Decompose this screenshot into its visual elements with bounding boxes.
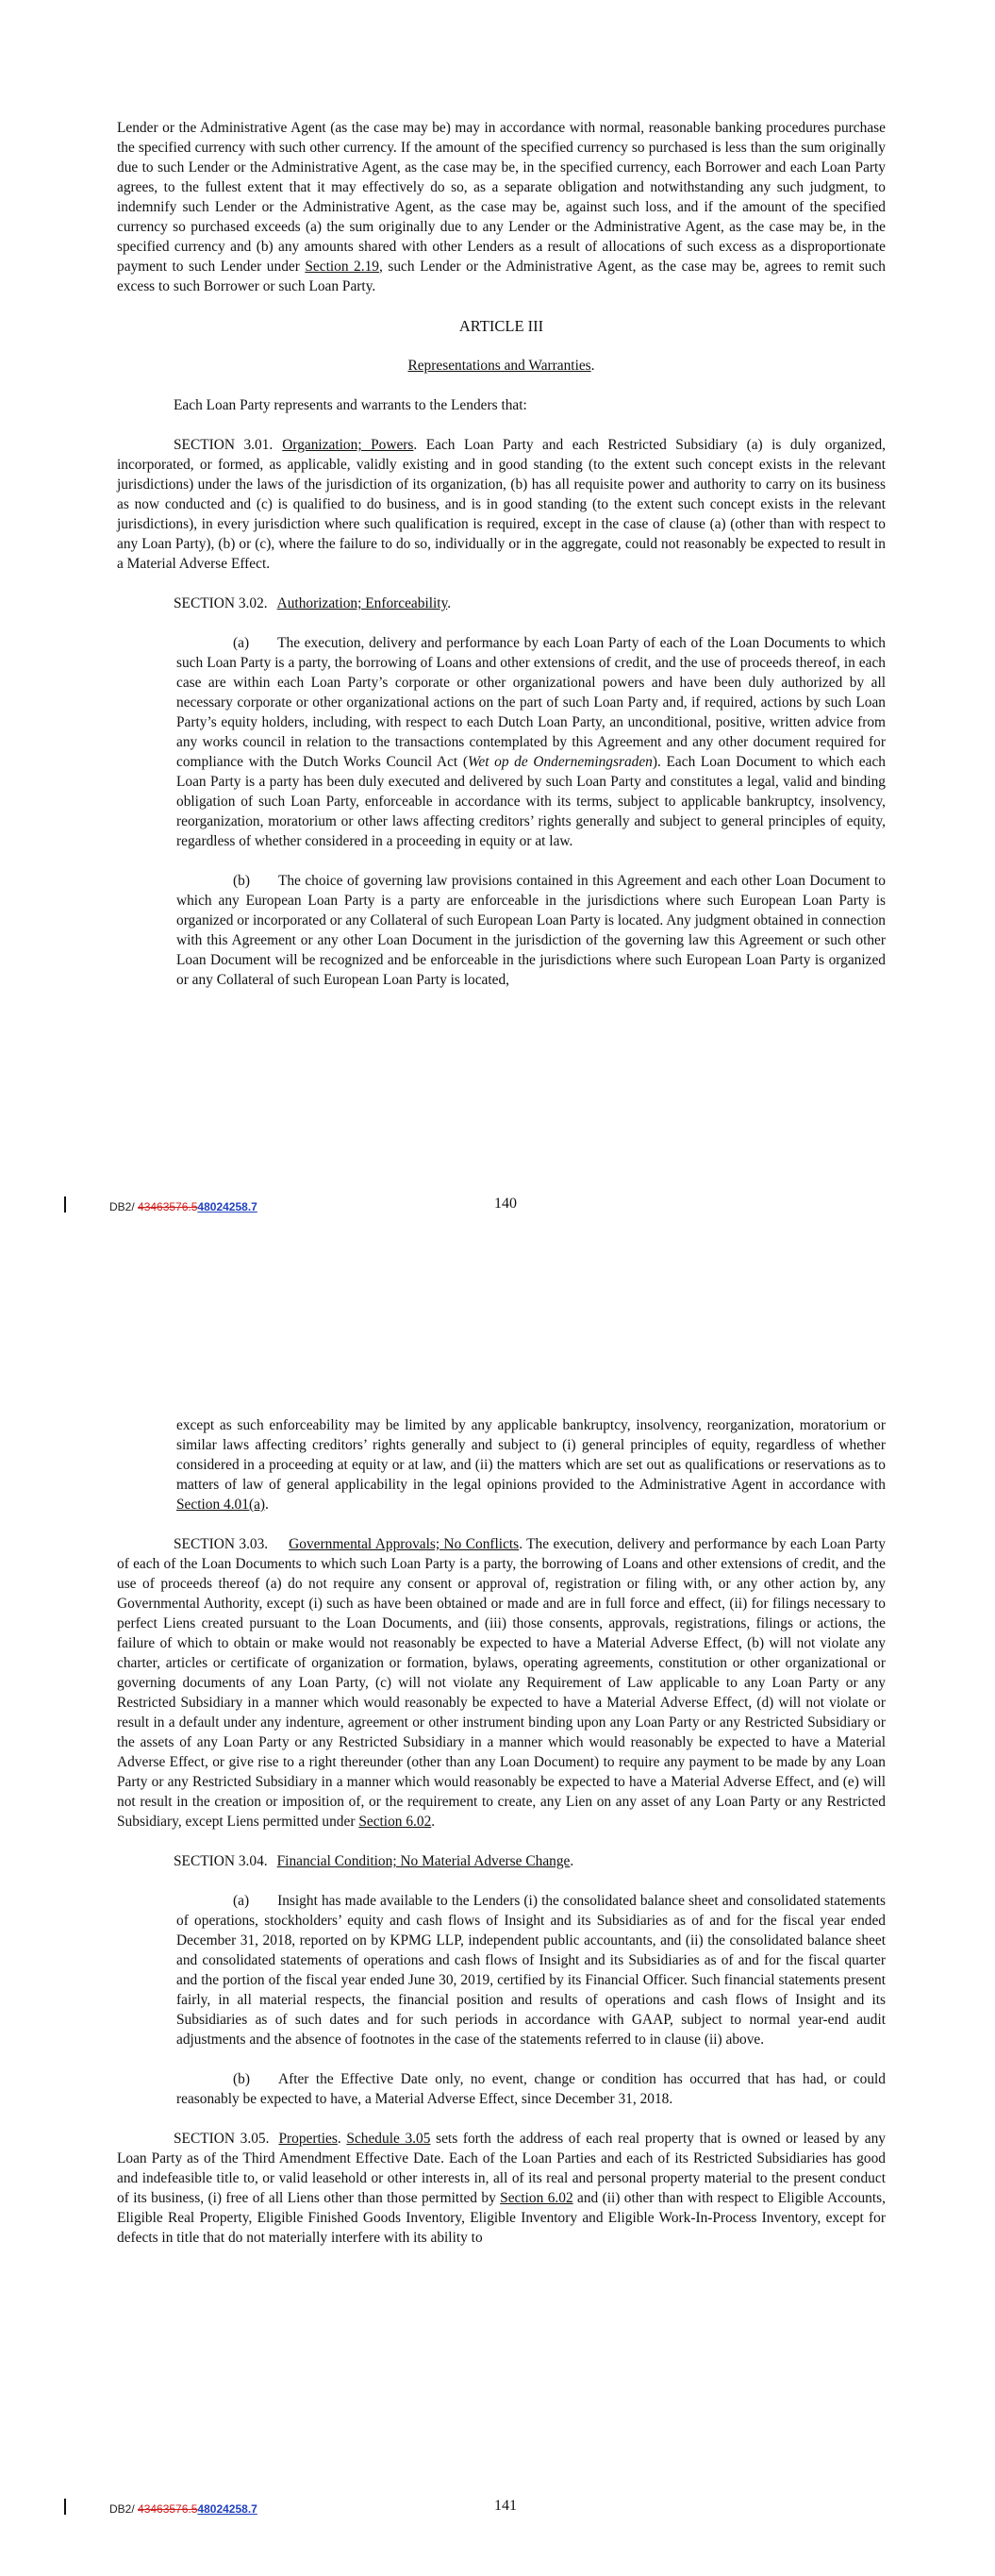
- section-3-03: SECTION 3.03. Governmental Approvals; No Conflicts. The execution, delivery and performance by each Loan Party of each of the Loan Documents to which such Loan Party is a party, the borrowing of Loans and other extensions of credit, and the use of proceeds thereof (a) do not require any consent or approval of, registration or filing with, or any other action by, any Governmental Authority, except (i) such as have been obtained or made and are in full force and effect, (ii) for filings necessary to perfect Liens created pursuant to the Loan Documents, and (iii) those consents, approvals, registrations, filings or actions, the failure of which to obtain or make would not reasonably be expected to have a Material Adverse Effect, (b) will not violate any charter, articles or certificate of organization or formation, bylaws, operating agreements, constitution or other organizational or governing documents of any Loan Party, (c) will not violate any Requirement of Law applicable to any Loan Party or any Restricted Subsidiary in a manner which would reasonably be expected to have a Material Adverse Effect, (d) will not violate or result in a default under any indenture, agreement or other instrument binding upon any Loan Party or any Restricted Subsidiary or the assets of any Loan Party or any Restricted Subsidiary in a manner which would reasonably be expected to have a Material Adverse Effect, or give rise to a right thereunder (other than any Loan Document) to require any payment to be made by any Loan Party or any Restricted Subsidiary in a manner which would reasonably be expected to have a Material Adverse Effect, and (e) will not result in the creation or imposition of, or the requirement to create, any Lien on any asset of any Loan Party or any Restricted Subsidiary, except Liens permitted under Section 6.02.: [117, 1536, 886, 1830]
- document-id: DB2/ 43463576.548024258.7: [109, 2502, 257, 2516]
- article-subtitle: Representations and Warranties.: [407, 358, 595, 374]
- deleted-doc-number: 43463576.5: [138, 1200, 198, 1213]
- section-3-02-heading: SECTION 3.02. Authorization; Enforceability.: [174, 595, 452, 611]
- section-number: SECTION 3.05.: [174, 2131, 270, 2147]
- page-footer: [0, 2496, 995, 2524]
- deleted-doc-number: 43463576.5: [138, 2502, 198, 2516]
- schedule-ref: Schedule 3.05: [346, 2131, 431, 2147]
- page-content: [117, 118, 886, 1010]
- section-number: SECTION 3.04.: [174, 1853, 268, 1869]
- inserted-doc-number: 48024258.7: [197, 1200, 257, 1213]
- section-title: Financial Condition; No Material Adverse Change: [276, 1853, 571, 1869]
- section-3-04-a: (a) Insight has made available to the Lenders (i) the consolidated balance sheet and consolidated statements of operations, stockholders’ equity and cash flows of Insight and its Subsidiaries as of and for the fiscal year ended December 31, 2018, reported on by KPMG LLP, independent public accountants, and (ii) the consolidated balance sheet and consolidated statements of operations and cash flows of Insight and its Subsidiaries as of and for the fiscal quarter and the portion of the fiscal year ended June 30, 2019, certified by its Financial Officer. Such financial statements present fairly, in all material respects, the financial position and results of operations and cash flows of Insight and its Subsidiaries as of such dates and for such periods in accordance with GAAP, subject to normal year-end audit adjustments and the absence of footnotes in the case of the statements referred to in clause (ii) above.: [176, 1893, 886, 2048]
- article-title: ARTICLE III: [458, 317, 544, 335]
- page-footer: [0, 1194, 995, 1222]
- page-number: 140: [494, 1196, 517, 1212]
- section-title: Governmental Approvals; No Conflicts: [289, 1536, 520, 1552]
- section-title: Authorization; Enforceability: [276, 595, 448, 611]
- section-ref: Section 6.02: [358, 1814, 432, 1830]
- change-bar: [64, 1196, 66, 1213]
- change-bar: [64, 2499, 66, 2515]
- section-title: Organization; Powers: [282, 437, 414, 453]
- clause-label: (a): [233, 635, 250, 651]
- section-3-05: SECTION 3.05. Properties. Schedule 3.05 sets forth the address of each real property that is owned or leased by any Loan Party as of the Third Amendment Effective Date. Each of the Loan Parties and each of its Restricted Subsidiaries has good and indefeasible title to, or valid leasehold or other interests in, all of its real and personal property material to the present conduct of its business, (i) free of all Liens other than those permitted by Section 6.02 and (ii) other than with respect to Eligible Accounts, Eligible Real Property, Eligible Finished Goods Inventory, Eligible Inventory and Eligible Work-In-Process Inventory, except for defects in title that do not materially interfere with its ability to: [117, 2131, 886, 2246]
- section-3-02-b-continued: except as such enforceability may be limited by any applicable bankruptcy, insolvency, reorganization, moratorium or similar laws affecting creditors’ rights generally and subject to (i) general principles of equity, regardless of whether considered in a proceeding at equity or at law, and (ii) the matters which are set out as qualifications or reservations as to matters of law of general applicability in the legal opinions provided to the Administrative Agent in accordance with Section 4.01(a).: [176, 1417, 886, 1513]
- section-3-04-b: (b) After the Effective Date only, no event, change or condition has occurred that has had, or could reasonably be expected to have, a Material Adverse Effect, since December 31, 2018.: [176, 2071, 886, 2107]
- clause-label: (a): [233, 1893, 250, 1909]
- section-3-01: SECTION 3.01. Organization; Powers. Each Loan Party and each Restricted Subsidiary (a) is duly organized, incorporated, or formed, as applicable, validly existing and in good standing (to the extent such concept exists in the relevant jurisdictions) under the laws of the jurisdiction of its organization, (b) has all requisite power and authority to carry on its business as now conducted and (c) is qualified to do business, and is in good standing (to the extent such concept exists in the relevant jurisdictions), in every jurisdiction where such qualification is required, except in the case of clause (a) (other than with respect to any Loan Party), (b) or (c), where the failure to do so, individually or in the aggregate, could not reasonably be expected to result in a Material Adverse Effect.: [117, 437, 886, 572]
- section-ref: Section 4.01(a): [176, 1497, 266, 1513]
- continuation-paragraph: Lender or the Administrative Agent (as the case may be) may in accordance with normal, reasonable banking procedures purchase the specified currency with such other currency. If the amount of the specified currency so purchased is less than the sum originally due to such Lender or the Administrative Agent, as the case may be, in the specified currency, each Borrower and each Loan Party agrees, to the fullest extent that it may effectively do so, as a separate obligation and notwithstanding any such judgment, to indemnify such Lender or the Administrative Agent, as the case may be, against such loss, and if the amount of the specified currency so purchased exceeds (a) the sum originally due to any Lender or the Administrative Agent, as the case may be, in the specified currency and (b) any amounts shared with other Lenders as a result of allocations of such excess as a disproportionate payment to such Lender under Section 2.19, such Lender or the Administrative Agent, as the case may be, agrees to remit such excess to such Borrower or such Loan Party.: [117, 120, 886, 294]
- section-3-02-b: (b) The choice of governing law provisions contained in this Agreement and each other Loan Document to which any European Loan Party is a party are enforceable in the jurisdictions where such European Loan Party is organized or incorporated or any Collateral of such European Loan Party is located. Any judgment obtained in connection with this Agreement or any other Loan Document in the jurisdiction of the governing law this Agreement or such other Loan Document will be recognized and be enforceable in the jurisdictions where such European Loan Party is organized or any Collateral of such European Loan Party is located,: [176, 873, 886, 988]
- section-3-02-a: (a) The execution, delivery and performance by each Loan Party of each of the Loan Documents to which such Loan Party is a party, the borrowing of Loans and other extensions of credit, and the use of proceeds thereof, in each case are within each Loan Party’s corporate or other organizational powers and have been duly authorized by all necessary corporate or other organizational actions on the part of such Loan Party and, if required, actions by such Loan Party’s equity holders, including, with respect to each Dutch Loan Party, an unconditional, positive, written advice from any works council in relation to the transactions contemplated by this Agreement and any other document required for compliance with the Dutch Works Council Act (Wet op de Ondernemingsraden). Each Loan Document to which each Loan Party is a party has been duly executed and delivered by such Loan Party and constitutes a legal, valid and binding obligation of such Loan Party, enforceable in accordance with its terms, subject to applicable bankruptcy, insolvency, reorganization, moratorium or other laws affecting creditors’ rights generally and subject to general principles of equity, regardless of whether considered in a proceeding in equity or at law.: [176, 635, 886, 849]
- section-title: Properties: [278, 2131, 338, 2147]
- page-140: [0, 0, 995, 1264]
- inserted-doc-number: 48024258.7: [197, 2502, 257, 2516]
- document-id: DB2/ 43463576.548024258.7: [109, 1200, 257, 1213]
- section-number: SECTION 3.03.: [174, 1536, 269, 1552]
- page-number: 141: [494, 2498, 517, 2514]
- section-ref: Section 6.02: [500, 2190, 573, 2206]
- page-content: [117, 1415, 886, 2267]
- clause-label: (b): [233, 873, 250, 889]
- page-141: [0, 1264, 995, 2576]
- section-number: SECTION 3.01.: [174, 437, 274, 453]
- section-ref: Section 2.19: [305, 259, 379, 275]
- section-number: SECTION 3.02.: [174, 595, 268, 611]
- intro-paragraph: Each Loan Party represents and warrants to the Lenders that:: [174, 397, 527, 413]
- clause-label: (b): [233, 2071, 250, 2087]
- section-3-04-heading: SECTION 3.04. Financial Condition; No Material Adverse Change.: [174, 1853, 574, 1869]
